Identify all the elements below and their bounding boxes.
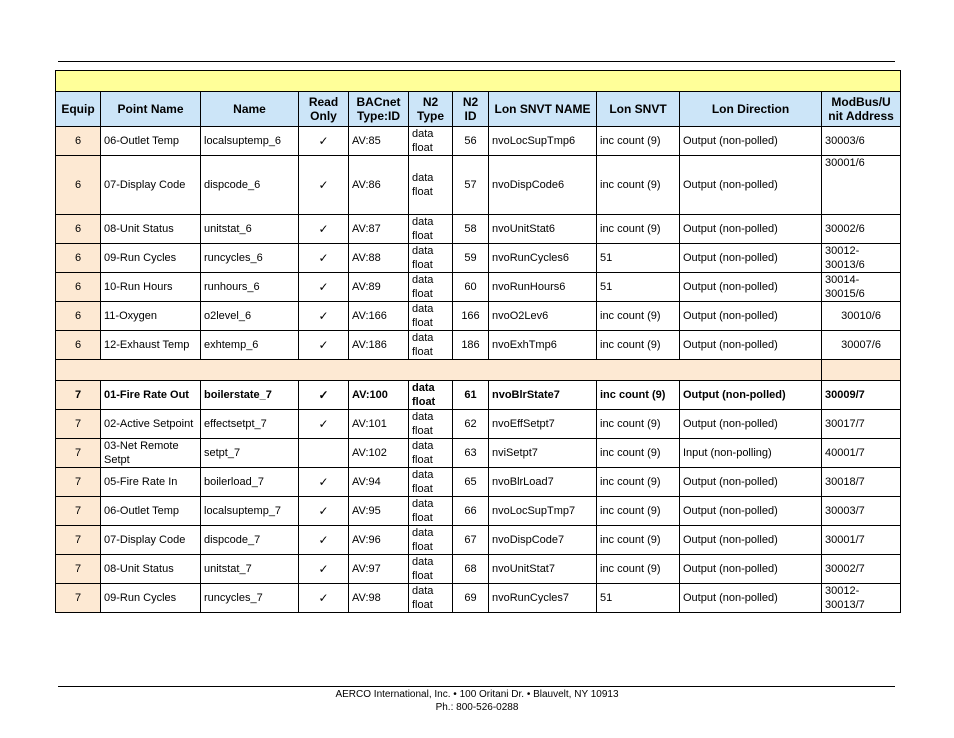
cell-snvt: 51	[597, 584, 680, 613]
cell-addr: 30002/7	[822, 555, 901, 584]
cell-addr: 30009/7	[822, 381, 901, 410]
cell-n2id: 166	[453, 302, 489, 331]
cell-ro: ✓	[299, 273, 349, 302]
cell-bacnet: AV:94	[349, 468, 409, 497]
cell-snvt: inc count (9)	[597, 410, 680, 439]
footer-phone: Ph.: 800-526-0288	[435, 702, 519, 713]
cell-bacnet: AV:96	[349, 526, 409, 555]
cell-bacnet: AV:86	[349, 156, 409, 215]
cell-n2type: data float	[409, 497, 453, 526]
table-row	[56, 273, 901, 302]
cell-name: dispcode_6	[201, 156, 299, 215]
cell-n2id: 57	[453, 156, 489, 215]
table-row	[56, 468, 901, 497]
cell-dir: Output (non-polled)	[680, 468, 822, 497]
column-header: Name	[201, 92, 299, 127]
cell-lonname: nvoO2Lev6	[489, 302, 597, 331]
cell-dir: Output (non-polled)	[680, 555, 822, 584]
cell-n2id: 58	[453, 215, 489, 244]
points-table	[55, 70, 901, 613]
cell-point: 07-Display Code	[101, 526, 201, 555]
cell-snvt: inc count (9)	[597, 215, 680, 244]
cell-dir: Output (non-polled)	[680, 302, 822, 331]
table-row	[56, 302, 901, 331]
cell-dir: Input (non-polling)	[680, 439, 822, 468]
cell-equip: 6	[56, 302, 101, 331]
cell-name: runcycles_7	[201, 584, 299, 613]
cell-snvt: inc count (9)	[597, 526, 680, 555]
cell-equip: 7	[56, 584, 101, 613]
table-row	[56, 497, 901, 526]
page-footer	[0, 688, 954, 714]
cell-name: boilerload_7	[201, 468, 299, 497]
cell-n2type: data float	[409, 273, 453, 302]
cell-addr: 30018/7	[822, 468, 901, 497]
cell-n2type: data float	[409, 468, 453, 497]
cell-n2type: data float	[409, 331, 453, 360]
cell-equip: 6	[56, 156, 101, 215]
cell-dir: Output (non-polled)	[680, 215, 822, 244]
cell-dir: Output (non-polled)	[680, 410, 822, 439]
cell-name: runhours_6	[201, 273, 299, 302]
cell-point: 08-Unit Status	[101, 215, 201, 244]
cell-snvt: inc count (9)	[597, 156, 680, 215]
cell-name: boilerstate_7	[201, 381, 299, 410]
table-row	[56, 244, 901, 273]
cell-dir: Output (non-polled)	[680, 273, 822, 302]
cell-lonname: nvoRunHours6	[489, 273, 597, 302]
cell-name: localsuptemp_7	[201, 497, 299, 526]
cell-lonname: nvoDispCode7	[489, 526, 597, 555]
column-header-row	[56, 92, 901, 127]
cell-equip: 7	[56, 410, 101, 439]
cell-dir: Output (non-polled)	[680, 127, 822, 156]
cell-snvt: inc count (9)	[597, 381, 680, 410]
cell-addr: 30007/6	[822, 331, 901, 360]
cell-bacnet: AV:87	[349, 215, 409, 244]
cell-lonname: nvoDispCode6	[489, 156, 597, 215]
cell-n2id: 66	[453, 497, 489, 526]
cell-n2type: data float	[409, 555, 453, 584]
cell-n2id: 65	[453, 468, 489, 497]
cell-point: 03-Net Remote Setpt	[101, 439, 201, 468]
table-row	[56, 381, 901, 410]
column-header: Lon SNVT NAME	[489, 92, 597, 127]
cell-equip: 6	[56, 127, 101, 156]
cell-n2id: 62	[453, 410, 489, 439]
cell-ro: ✓	[299, 526, 349, 555]
cell-equip: 7	[56, 497, 101, 526]
cell-equip: 7	[56, 439, 101, 468]
cell-n2type: data float	[409, 526, 453, 555]
column-header: Equip	[56, 92, 101, 127]
cell-snvt: inc count (9)	[597, 555, 680, 584]
table-row	[56, 215, 901, 244]
cell-n2type: data float	[409, 381, 453, 410]
cell-point: 09-Run Cycles	[101, 244, 201, 273]
table-header-band	[56, 71, 901, 92]
cell-dir: Output (non-polled)	[680, 584, 822, 613]
column-header: Lon Direction	[680, 92, 822, 127]
cell-ro: ✓	[299, 468, 349, 497]
cell-equip: 7	[56, 468, 101, 497]
table-row	[56, 439, 901, 468]
cell-snvt: inc count (9)	[597, 468, 680, 497]
cell-bacnet: AV:89	[349, 273, 409, 302]
cell-point: 01-Fire Rate Out	[101, 381, 201, 410]
cell-n2type: data float	[409, 410, 453, 439]
cell-name: exhtemp_6	[201, 331, 299, 360]
cell-bacnet: AV:101	[349, 410, 409, 439]
cell-lonname: nvoRunCycles6	[489, 244, 597, 273]
cell-lonname: nviSetpt7	[489, 439, 597, 468]
cell-n2type: data float	[409, 584, 453, 613]
cell-addr: 40001/7	[822, 439, 901, 468]
column-header: ModBus/U nit Address	[822, 92, 901, 127]
cell-equip: 6	[56, 244, 101, 273]
cell-name: o2level_6	[201, 302, 299, 331]
cell-lonname: nvoRunCycles7	[489, 584, 597, 613]
cell-ro: ✓	[299, 410, 349, 439]
cell-equip: 6	[56, 331, 101, 360]
cell-addr: 30003/6	[822, 127, 901, 156]
cell-lonname: nvoUnitStat7	[489, 555, 597, 584]
cell-addr: 30001/7	[822, 526, 901, 555]
cell-addr: 30012-30013/7	[822, 584, 901, 613]
cell-addr: 30003/7	[822, 497, 901, 526]
cell-addr: 30012-30013/6	[822, 244, 901, 273]
cell-n2id: 63	[453, 439, 489, 468]
cell-equip: 7	[56, 555, 101, 584]
bottom-rule	[58, 686, 895, 687]
table-row	[56, 526, 901, 555]
cell-ro: ✓	[299, 555, 349, 584]
column-header: Read Only	[299, 92, 349, 127]
cell-name: localsuptemp_6	[201, 127, 299, 156]
cell-n2type: data float	[409, 439, 453, 468]
cell-n2id: 69	[453, 584, 489, 613]
cell-bacnet: AV:100	[349, 381, 409, 410]
cell-point: 08-Unit Status	[101, 555, 201, 584]
cell-ro	[299, 439, 349, 468]
table-row	[56, 584, 901, 613]
cell-name: effectsetpt_7	[201, 410, 299, 439]
cell-lonname: nvoExhTmp6	[489, 331, 597, 360]
cell-name: unitstat_6	[201, 215, 299, 244]
cell-equip: 7	[56, 381, 101, 410]
cell-equip: 6	[56, 273, 101, 302]
footer-address: AERCO International, Inc. • 100 Oritani Dr. • Blauvelt, NY 10913	[335, 689, 619, 700]
cell-snvt: inc count (9)	[597, 302, 680, 331]
cell-name: setpt_7	[201, 439, 299, 468]
cell-ro: ✓	[299, 127, 349, 156]
cell-snvt: inc count (9)	[597, 497, 680, 526]
column-header: Lon SNVT	[597, 92, 680, 127]
cell-point: 10-Run Hours	[101, 273, 201, 302]
cell-n2id: 60	[453, 273, 489, 302]
cell-bacnet: AV:88	[349, 244, 409, 273]
cell-dir: Output (non-polled)	[680, 156, 822, 215]
cell-bacnet: AV:95	[349, 497, 409, 526]
cell-lonname: nvoEffSetpt7	[489, 410, 597, 439]
cell-snvt: inc count (9)	[597, 439, 680, 468]
cell-lonname: nvoBlrLoad7	[489, 468, 597, 497]
table-row	[56, 410, 901, 439]
cell-lonname: nvoUnitStat6	[489, 215, 597, 244]
cell-dir: Output (non-polled)	[680, 526, 822, 555]
cell-dir: Output (non-polled)	[680, 244, 822, 273]
equip-separator-row	[56, 360, 901, 381]
cell-n2type: data float	[409, 244, 453, 273]
cell-ro: ✓	[299, 584, 349, 613]
cell-point: 09-Run Cycles	[101, 584, 201, 613]
cell-point: 05-Fire Rate In	[101, 468, 201, 497]
cell-bacnet: AV:97	[349, 555, 409, 584]
cell-ro: ✓	[299, 215, 349, 244]
cell-snvt: 51	[597, 273, 680, 302]
cell-bacnet: AV:186	[349, 331, 409, 360]
cell-addr: 30001/6	[822, 156, 901, 215]
cell-n2id: 61	[453, 381, 489, 410]
cell-n2type: data float	[409, 302, 453, 331]
cell-dir: Output (non-polled)	[680, 381, 822, 410]
cell-name: runcycles_6	[201, 244, 299, 273]
cell-addr: 30017/7	[822, 410, 901, 439]
cell-point: 02-Active Setpoint	[101, 410, 201, 439]
cell-bacnet: AV:102	[349, 439, 409, 468]
cell-dir: Output (non-polled)	[680, 331, 822, 360]
cell-ro: ✓	[299, 156, 349, 215]
cell-point: 11-Oxygen	[101, 302, 201, 331]
cell-name: dispcode_7	[201, 526, 299, 555]
cell-addr: 30010/6	[822, 302, 901, 331]
cell-equip: 7	[56, 526, 101, 555]
cell-point: 06-Outlet Temp	[101, 127, 201, 156]
cell-ro: ✓	[299, 331, 349, 360]
cell-lonname: nvoBlrState7	[489, 381, 597, 410]
cell-dir: Output (non-polled)	[680, 497, 822, 526]
cell-equip: 6	[56, 215, 101, 244]
cell-point: 06-Outlet Temp	[101, 497, 201, 526]
cell-n2id: 67	[453, 526, 489, 555]
table-row	[56, 156, 901, 215]
top-rule	[58, 61, 895, 62]
cell-n2id: 56	[453, 127, 489, 156]
table-row	[56, 127, 901, 156]
cell-n2id: 186	[453, 331, 489, 360]
cell-ro: ✓	[299, 244, 349, 273]
cell-n2type: data float	[409, 127, 453, 156]
cell-n2id: 59	[453, 244, 489, 273]
cell-addr: 30002/6	[822, 215, 901, 244]
cell-n2id: 68	[453, 555, 489, 584]
cell-bacnet: AV:85	[349, 127, 409, 156]
cell-addr: 30014-30015/6	[822, 273, 901, 302]
column-header: Point Name	[101, 92, 201, 127]
cell-name: unitstat_7	[201, 555, 299, 584]
column-header: N2 Type	[409, 92, 453, 127]
column-header: BACnet Type:ID	[349, 92, 409, 127]
cell-n2type: data float	[409, 156, 453, 215]
cell-snvt: inc count (9)	[597, 331, 680, 360]
cell-point: 12-Exhaust Temp	[101, 331, 201, 360]
column-header: N2 ID	[453, 92, 489, 127]
cell-snvt: inc count (9)	[597, 127, 680, 156]
table-row	[56, 331, 901, 360]
cell-snvt: 51	[597, 244, 680, 273]
table-row	[56, 555, 901, 584]
cell-ro: ✓	[299, 497, 349, 526]
cell-ro: ✓	[299, 302, 349, 331]
cell-ro: ✓	[299, 381, 349, 410]
cell-n2type: data float	[409, 215, 453, 244]
cell-point: 07-Display Code	[101, 156, 201, 215]
cell-lonname: nvoLocSupTmp7	[489, 497, 597, 526]
cell-lonname: nvoLocSupTmp6	[489, 127, 597, 156]
cell-bacnet: AV:166	[349, 302, 409, 331]
cell-bacnet: AV:98	[349, 584, 409, 613]
